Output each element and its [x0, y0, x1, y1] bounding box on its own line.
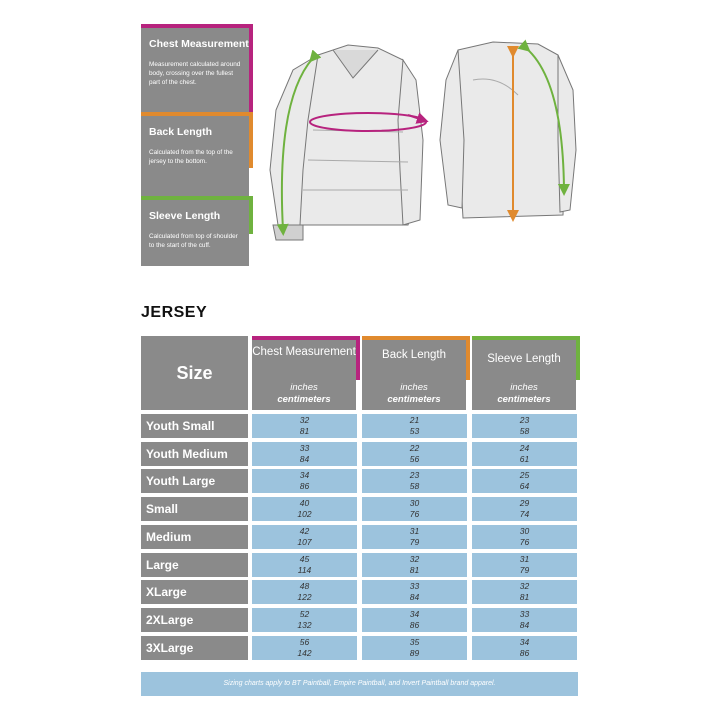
sleeve-centimeters-value: 84: [519, 619, 530, 630]
chest-cell: [252, 442, 357, 466]
sleeve-inches-value: 24: [519, 443, 530, 453]
size-label: 2XLarge: [141, 608, 248, 632]
back-inches-value: 35: [409, 637, 420, 647]
back-inches-value: 22: [409, 443, 420, 453]
jersey-back-illustration: [440, 42, 576, 218]
sleeve-cell: [472, 525, 577, 549]
back-inches-value: 23: [409, 470, 420, 480]
back-cell: [362, 442, 467, 466]
back-cell: [362, 553, 467, 577]
units-inches: inches: [400, 382, 428, 393]
sleeve-inches-value: 25: [519, 470, 530, 480]
sleeve-inches-value: 29: [519, 498, 530, 508]
legend-sleeve-title: Sleeve Length: [149, 210, 221, 222]
sleeve-centimeters-value: 74: [519, 508, 530, 519]
legend-chest-title: Chest Measurement: [149, 38, 249, 50]
back-cell: [362, 636, 467, 660]
back-header-units: [362, 382, 466, 406]
back-cell: [362, 608, 467, 632]
back-cell: [362, 414, 467, 438]
sleeve-header-accent: [576, 336, 580, 380]
size-label: Small: [141, 497, 248, 521]
chest-inches-value: 56: [299, 637, 310, 647]
sleeve-inches-value: 33: [519, 609, 530, 619]
chest-inches-value: 52: [299, 609, 310, 619]
back-inches-value: 33: [409, 581, 420, 591]
sleeve-cell: [472, 442, 577, 466]
chest-header-title: Chest Measurement: [252, 346, 356, 358]
chest-cell: [252, 608, 357, 632]
sleeve-inches-value: 30: [519, 526, 530, 536]
sleeve-cell: [472, 580, 577, 604]
size-label: Youth Large: [141, 469, 248, 493]
chest-cell: [252, 525, 357, 549]
chest-centimeters-value: 86: [299, 480, 310, 491]
back-centimeters-value: 56: [409, 453, 420, 464]
size-label: Large: [141, 553, 248, 577]
chest-header-units: [252, 382, 356, 406]
size-label: 3XLarge: [141, 636, 248, 660]
sleeve-cell: [472, 469, 577, 493]
chest-inches-value: 34: [299, 470, 310, 480]
chest-centimeters-value: 114: [297, 564, 312, 575]
back-centimeters-value: 84: [409, 591, 420, 602]
size-label: Youth Medium: [141, 442, 248, 466]
sleeve-cell: [472, 414, 577, 438]
legend-back-title: Back Length: [149, 126, 213, 138]
chest-centimeters-value: 81: [299, 425, 310, 436]
back-header: [362, 336, 466, 410]
sleeve-cell: [472, 636, 577, 660]
footer-note: Sizing charts apply to BT Paintball, Empire Paintball, and Invert Paintball brand apparel.: [141, 672, 578, 696]
sleeve-inches-value: 31: [519, 554, 530, 564]
sleeve-header-units: [472, 382, 576, 406]
back-inches-value: 21: [409, 415, 420, 425]
legend-chest-desc: Measurement calculated around body, crossing over the fullest part of the chest.: [149, 61, 241, 86]
back-cell: [362, 525, 467, 549]
sleeve-cell: [472, 553, 577, 577]
back-centimeters-value: 79: [409, 536, 420, 547]
back-cell: [362, 580, 467, 604]
chest-inches-value: 40: [299, 498, 310, 508]
jersey-illustrations: [258, 20, 588, 270]
sleeve-inches-value: 32: [519, 581, 530, 591]
chest-cell: [252, 414, 357, 438]
sleeve-inches-value: 34: [519, 637, 530, 647]
legend-back-desc: Calculated from the top of the jersey to the bottom.: [149, 149, 233, 165]
back-centimeters-value: 53: [409, 425, 420, 436]
size-label: Youth Small: [141, 414, 248, 438]
chest-centimeters-value: 142: [297, 647, 312, 658]
back-centimeters-value: 58: [409, 480, 420, 491]
back-cell: [362, 497, 467, 521]
back-inches-value: 32: [409, 554, 420, 564]
back-centimeters-value: 86: [409, 619, 420, 630]
sleeve-cell: [472, 608, 577, 632]
legend-sleeve-accent: [249, 196, 253, 234]
sleeve-inches-value: 23: [519, 415, 530, 425]
back-header-accent: [466, 336, 470, 380]
chest-inches-value: 32: [299, 415, 310, 425]
units-inches: inches: [290, 382, 318, 393]
chest-cell: [252, 553, 357, 577]
chest-centimeters-value: 122: [297, 591, 312, 602]
chest-centimeters-value: 102: [297, 508, 312, 519]
back-centimeters-value: 89: [409, 647, 420, 658]
size-label: XLarge: [141, 580, 248, 604]
legend-back: [141, 112, 249, 198]
legend-chest: [141, 24, 249, 113]
sleeve-header-title: Sleeve Length: [487, 353, 561, 365]
legend-chest-accent: [249, 24, 253, 114]
sleeve-centimeters-value: 58: [519, 425, 530, 436]
back-inches-value: 34: [409, 609, 420, 619]
sleeve-centimeters-value: 64: [519, 480, 530, 491]
size-header: Size: [141, 336, 248, 410]
section-title: JERSEY: [141, 304, 208, 321]
chest-centimeters-value: 107: [297, 536, 312, 547]
units-centimeters: centimeters: [387, 394, 441, 405]
units-centimeters: centimeters: [497, 394, 551, 405]
sleeve-centimeters-value: 86: [519, 647, 530, 658]
back-centimeters-value: 81: [409, 564, 420, 575]
chest-header-accent: [356, 336, 360, 380]
sleeve-centimeters-value: 61: [519, 453, 530, 464]
chest-cell: [252, 636, 357, 660]
units-inches: inches: [510, 382, 538, 393]
chest-header: [252, 336, 356, 410]
chest-centimeters-value: 132: [297, 619, 312, 630]
chest-centimeters-value: 84: [299, 453, 310, 464]
back-centimeters-value: 76: [409, 508, 420, 519]
back-inches-value: 31: [409, 526, 420, 536]
back-header-title: Back Length: [382, 349, 446, 361]
chest-inches-value: 48: [299, 581, 310, 591]
chest-cell: [252, 469, 357, 493]
sleeve-header: [472, 336, 576, 410]
legend-sleeve: [141, 196, 249, 266]
units-centimeters: centimeters: [277, 394, 331, 405]
back-inches-value: 30: [409, 498, 420, 508]
chest-inches-value: 33: [299, 443, 310, 453]
chest-inches-value: 45: [299, 554, 310, 564]
legend-back-accent: [249, 112, 253, 168]
size-label: Medium: [141, 525, 248, 549]
sleeve-centimeters-value: 76: [519, 536, 530, 547]
sleeve-centimeters-value: 79: [519, 564, 530, 575]
chest-cell: [252, 580, 357, 604]
back-cell: [362, 469, 467, 493]
jersey-front-illustration: [270, 45, 423, 240]
chest-cell: [252, 497, 357, 521]
legend-sleeve-desc: Calculated from top of shoulder to the start of the cuff.: [149, 233, 238, 249]
sleeve-centimeters-value: 81: [519, 591, 530, 602]
sleeve-cell: [472, 497, 577, 521]
chest-inches-value: 42: [299, 526, 310, 536]
